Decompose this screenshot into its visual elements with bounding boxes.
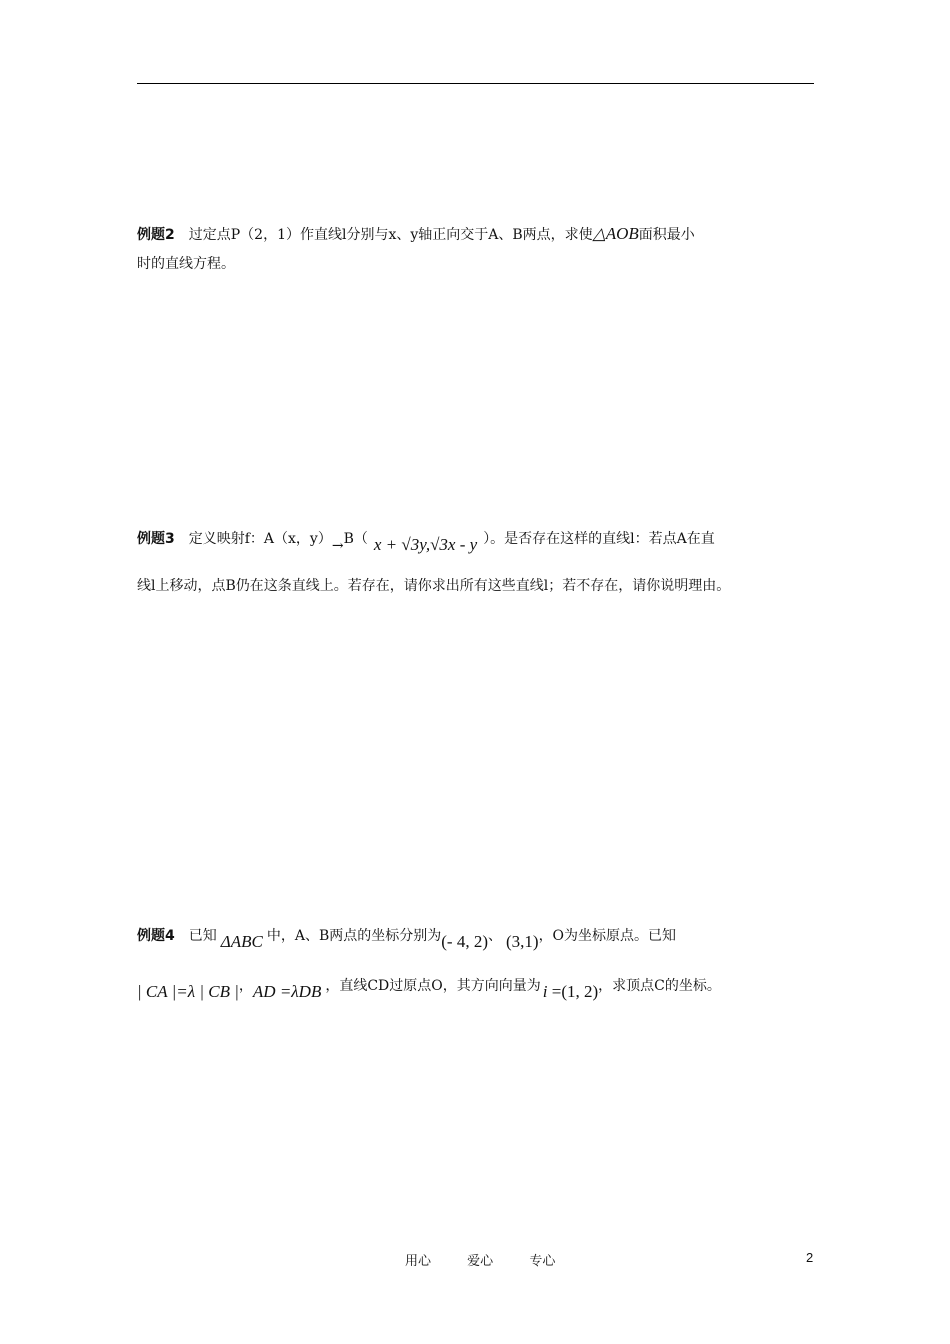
example-3-line-1 bbox=[137, 528, 715, 554]
arrow-symbol: → bbox=[331, 538, 344, 554]
ratio-condition: | CA |=λ | CB | bbox=[137, 982, 239, 1001]
example-2-line-1 bbox=[137, 224, 695, 245]
example-3-label: 例题3 bbox=[137, 531, 175, 547]
example-2-text-b: 面积最小 bbox=[638, 227, 695, 243]
footer-motto-2: 爱心 bbox=[467, 1254, 494, 1269]
footer-motto bbox=[405, 1250, 587, 1269]
example-2-label: 例题2 bbox=[137, 227, 175, 243]
example-4-line-2 bbox=[137, 975, 721, 1001]
example-2-line-2: 时的直线方程。 bbox=[137, 256, 235, 272]
example-4-text-d: ，直线CD过原点O，其方向向量为 bbox=[325, 978, 541, 994]
footer-motto-1: 用心 bbox=[405, 1254, 432, 1269]
page-number: 2 bbox=[806, 1250, 814, 1265]
vector-condition: AD =λDB bbox=[252, 982, 322, 1001]
example-4-text-b: 中，A、B两点的坐标分别为 bbox=[266, 928, 442, 944]
triangle-abc: ΔABC bbox=[220, 932, 263, 951]
example-4-text-a: 已知 bbox=[188, 928, 217, 944]
example-4-text-e: ，求顶点C的坐标。 bbox=[598, 978, 721, 994]
example-3-text-b: B（ bbox=[343, 531, 368, 547]
example-4-text-c: ，O为坐标原点。已知 bbox=[538, 928, 677, 944]
point-a: (- 4, 2) bbox=[441, 932, 488, 951]
vector-value: =(1, 2) bbox=[547, 982, 599, 1001]
example-3-line-2: 线l上移动，点B仍在这条直线上。若存在，请你求出所有这些直线l；若不存在，请你说明理由。 bbox=[137, 578, 731, 594]
point-b: (3,1) bbox=[505, 932, 539, 951]
comma: ， bbox=[238, 978, 253, 994]
example-3-text-c: ）。是否存在这样的直线l：若点A在直 bbox=[483, 531, 715, 547]
triangle-aob: △AOB bbox=[592, 224, 639, 243]
example-4-label: 例题4 bbox=[137, 928, 175, 944]
footer-motto-3: 专心 bbox=[529, 1254, 556, 1269]
example-3-text-a: 定义映射f：A（x，y） bbox=[188, 531, 332, 547]
mapping-formula: x + √3y,√3x - y bbox=[373, 535, 478, 554]
example-4-line-1 bbox=[137, 925, 677, 951]
example-2-text-a: 过定点P（2，1）作直线l分别与x、y轴正向交于A、B两点，求使 bbox=[188, 227, 593, 243]
separator: 、 bbox=[487, 928, 502, 944]
header-rule bbox=[137, 83, 814, 84]
vector-i: i bbox=[542, 982, 548, 1001]
